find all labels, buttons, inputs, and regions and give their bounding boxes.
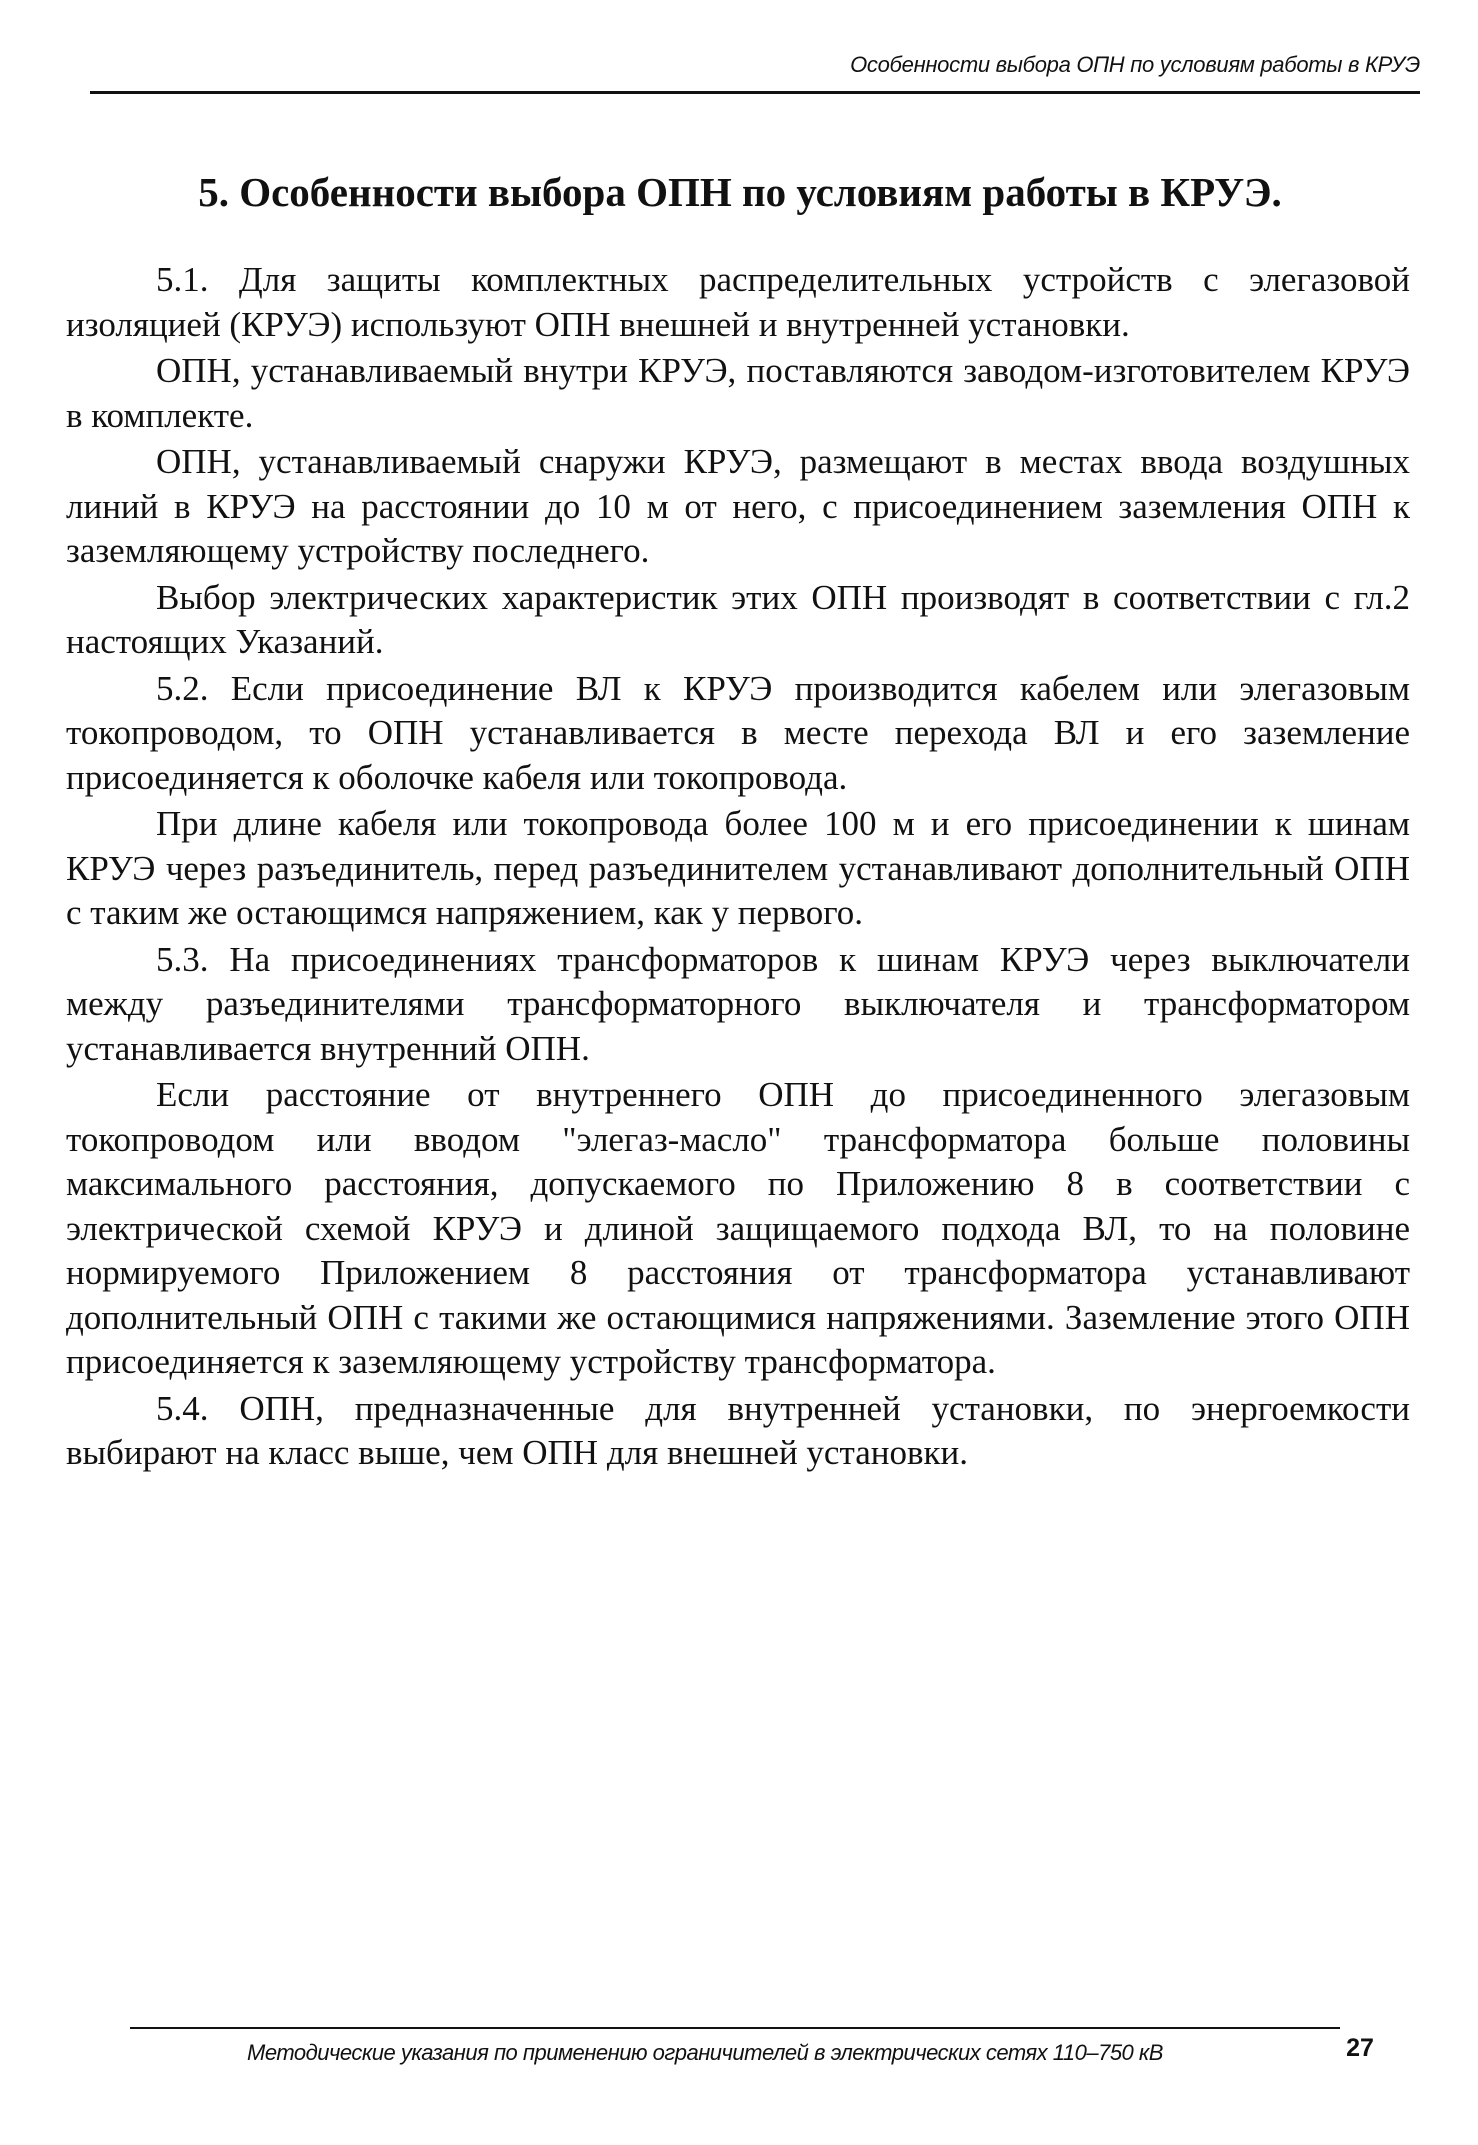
body-text (66, 258, 1410, 1478)
footer-divider (130, 2027, 1340, 2029)
page-number: 27 (1346, 2034, 1374, 2062)
paragraph-5-3: 5.3. На присоединениях трансформаторов к шинам КРУЭ через выключатели между разъединителями трансформаторного выключателя и трансформатором устанавливается внутренний ОПН. (66, 939, 1410, 1068)
paragraph-5-1: 5.1. Для защиты комплектных распределительных устройств с элегазовой изоляцией (КРУЭ) используют ОПН внешней и внутренней установки. (66, 260, 1410, 344)
paragraph-internal-opn: ОПН, устанавливаемый внутри КРУЭ, поставляются заводом-изготовителем КРУЭ в комплекте. (66, 351, 1410, 435)
paragraph-external-opn: ОПН, устанавливаемый снаружи КРУЭ, размещают в местах ввода воздушных линий в КРУЭ на расстоянии до 10 м от него, с присоединением заземления ОПН к заземляющему устройству последнего. (66, 442, 1410, 570)
paragraph-distance: Если расстояние от внутреннего ОПН до присоединенного элегазовым токопроводом или вводом "элегаз-масло" трансформатора больше половины максимального расстояния, допускаемого по Приложению 8 в соответствии с электрической схемой КРУЭ и длиной защищаемого подхода ВЛ, то на половине нормируемого Приложением 8 расстояния от трансформатора устанавливают дополнительный ОПН с такими же остающимися напряжениями. Заземление этого ОПН присоединяется к заземляющему устройству трансформатора. (66, 1075, 1410, 1381)
header-divider (90, 91, 1420, 94)
footer-text: Методические указания по применению ограничителей в электрических сетях 110–750 кВ (247, 2040, 1163, 2065)
paragraph-cable-length: При длине кабеля или токопровода более 100 м и его присоединении к шинам КРУЭ через разъединитель, перед разъединителем устанавливают дополнительный ОПН с таким же остающимся напряжением, как у первого. (66, 804, 1410, 932)
paragraph-5-4: 5.4. ОПН, предназначенные для внутренней установки, по энергоемкости выбирают на класс выше, чем ОПН для внешней установки. (66, 1388, 1410, 1472)
running-header: Особенности выбора ОПН по условиям работы в КРУЭ (850, 52, 1420, 77)
paragraph-characteristics: Выбор электрических характеристик этих ОПН производят в соответствии с гл.2 настоящих Указаний. (66, 577, 1410, 661)
section-title: 5. Особенности выбора ОПН по условиям работы в КРУЭ. (198, 169, 1282, 215)
paragraph-5-2: 5.2. Если присоединение ВЛ к КРУЭ производится кабелем или элегазовым токопроводом, то ОПН устанавливается в месте перехода ВЛ и его заземление присоединяется к оболочке кабеля или токопровода. (66, 668, 1410, 797)
